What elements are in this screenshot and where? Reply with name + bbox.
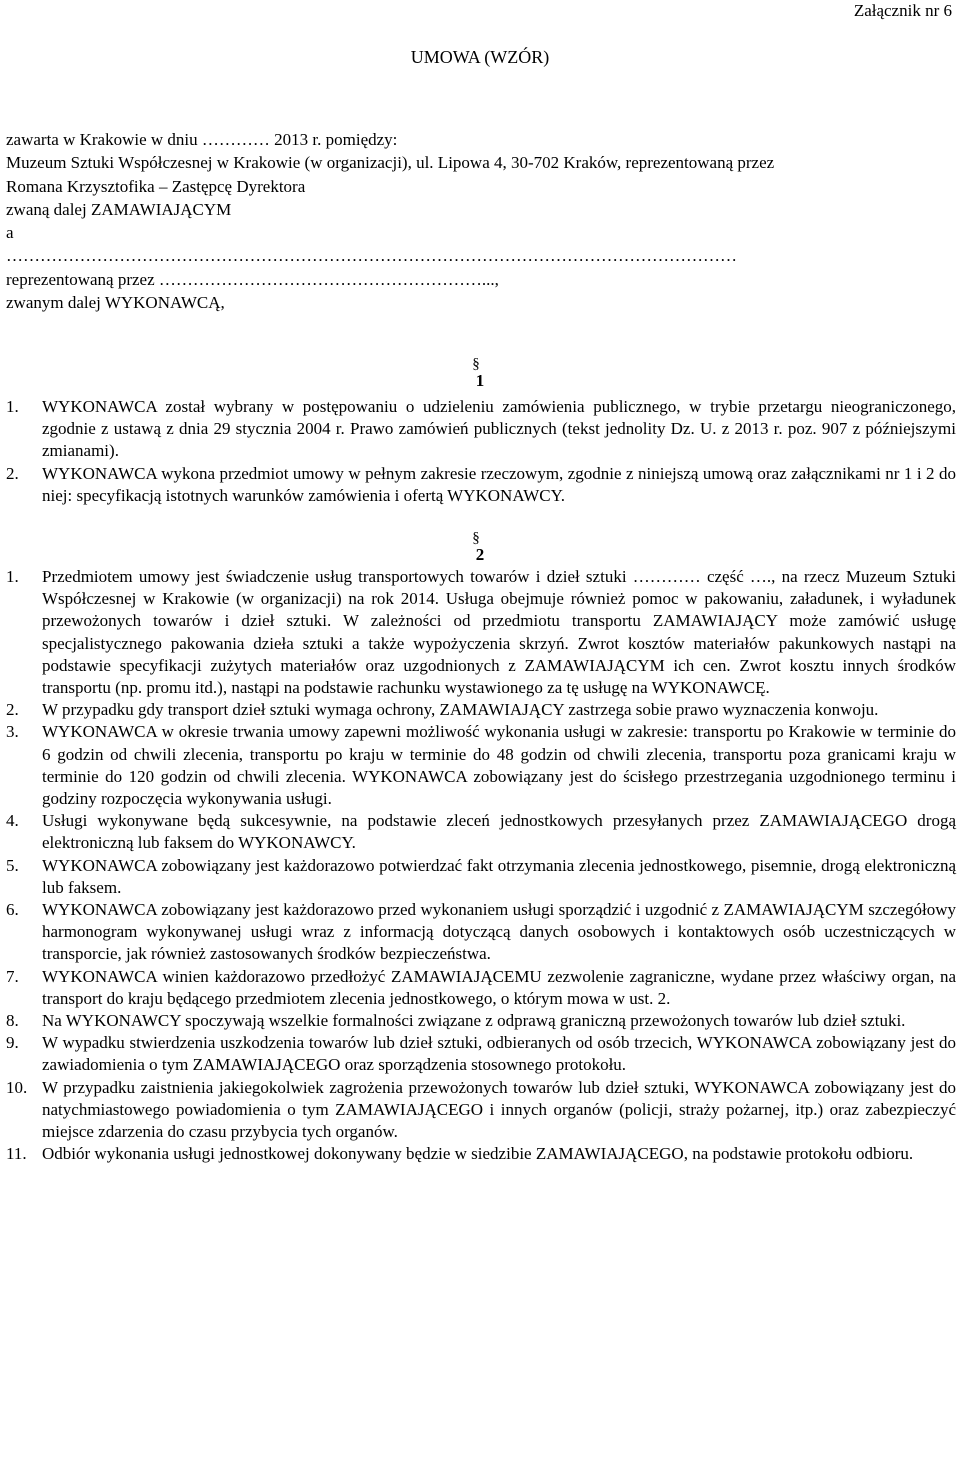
intro-line: reprezentowaną przez …………………………………………………..., — [6, 269, 499, 289]
intro-line: Romana Krzysztofika – Zastępcę Dyrektora — [6, 176, 306, 196]
clause-text: WYKONAWCA został wybrany w postępowaniu o udzieleniu zamówienia publicznego, w trybie przetargu nieograniczonego, zgodnie z ustawą z dnia 29 stycznia 2004 r. Prawo zamówień publicznych (tekst jednolity Dz. U. z 2013 r. poz. 907 z późniejszymi zmianami). — [42, 397, 956, 461]
clause-item — [6, 699, 956, 721]
document-title: UMOWA (WZÓR) — [410, 47, 550, 67]
clause-number: 5. — [6, 855, 19, 875]
intro-line: zwaną dalej ZAMAWIAJĄCYM — [6, 199, 232, 219]
clause-number: 4. — [6, 811, 19, 831]
section-heading-2 — [0, 532, 960, 566]
clause-item — [6, 463, 956, 507]
clause-text: WYKONAWCA w okresie trwania umowy zapewni możliwość wykonania usługi w zakresie: transportu po Krakowie w terminie do 6 godzin od chwili zlecenia, transportu po kraju w terminie do 48 godzin od chwili zlecenia, transportu poza granicami kraju w terminie do 120 godzin od chwili zlecenia. WYKONAWCA zobowiązany jest do ścisłego przestrzegania uzgodnionego terminu i godziny rozpoczęcia wykonywania usługi. — [42, 722, 956, 809]
clause-item — [6, 396, 956, 463]
clause-number: 9. — [6, 1033, 19, 1053]
section-symbol: § — [472, 530, 480, 546]
clause-text: WYKONAWCA winien każdorazowo przedłożyć ZAMAWIAJĄCEMU zezwolenie zagraniczne, wydane przez właściwy organ, na transport do kraju będącego przedmiotem zlecenia jednostkowego, o którym mowa w ust. 2. — [42, 966, 956, 1008]
intro-line: Muzeum Sztuki Współczesnej w Krakowie (w organizacji), ul. Lipowa 4, 30-702 Kraków, reprezentowaną przez — [6, 153, 775, 173]
section-number: 1 — [475, 371, 485, 390]
clause-item — [6, 1010, 956, 1032]
contract-intro — [6, 128, 956, 314]
clause-text: W wypadku stwierdzenia uszkodzenia towarów lub dzieł sztuki, odbieranych od osób trzecich, WYKONAWCA zobowiązany jest do zawiadomienia o tym ZAMAWIAJĄCEGO oraz sporządzenia stosownego protokołu. — [42, 1033, 956, 1075]
clause-text: Usługi wykonywane będą sukcesywnie, na podstawie zleceń jednostkowych przesyłanych przez ZAMAWIAJĄCEGO drogą elektroniczną lub faksem do WYKONAWCY. — [42, 811, 956, 853]
clause-item — [6, 966, 956, 1010]
intro-line: ………………………………………………………………………………………………………………… — [6, 246, 737, 266]
clause-item — [6, 1077, 956, 1144]
intro-line: zwanym dalej WYKONAWCĄ, — [6, 293, 225, 313]
annex-label: Załącznik nr 6 — [853, 1, 952, 20]
clause-item — [6, 899, 956, 966]
clause-item — [6, 810, 956, 854]
clause-item — [6, 855, 956, 899]
clause-text: W przypadku gdy transport dzieł sztuki wymaga ochrony, ZAMAWIAJĄCY zastrzega sobie prawo wyznaczenia konwoju. — [42, 700, 879, 720]
clause-text: W przypadku zaistnienia jakiegokolwiek zagrożenia przewożonych towarów lub dzieł sztuki, WYKONAWCA zobowiązany jest do natychmiastowego powiadomienia o tym ZAMAWIAJĄCEGO i innych organów (policji, straży pożarnej, itp.) oraz zabezpieczyć miejsce zdarzenia do czasu przybycia tych organów. — [42, 1077, 956, 1142]
clause-number: 7. — [6, 966, 19, 986]
clause-text: WYKONAWCA wykona przedmiot umowy w pełnym zakresie rzeczowym, zgodnie z niniejszą umową oraz załącznikami nr 1 i 2 do niej: specyfikacją istotnych warunków zamówienia i ofertą WYKONAWCY. — [42, 463, 956, 505]
clause-number: 6. — [6, 900, 19, 920]
clause-text: WYKONAWCA zobowiązany jest każdorazowo przed wykonaniem usługi sporządzić i uzgodnić z ZAMAWIAJĄCYM szczegółowy harmonogram wykonywanej usługi wraz z informacją dotyczącą danych osobowych i kontaktowych osób uczestniczących w transporcie, jak również zastosowanych środków bezpieczeństwa. — [42, 900, 956, 964]
intro-line: a — [6, 223, 14, 243]
section-2-list — [6, 566, 956, 1165]
clause-item — [6, 1032, 956, 1076]
clause-number: 2. — [6, 700, 19, 720]
section-number: 2 — [475, 545, 485, 564]
clause-number: 1. — [6, 567, 19, 586]
clause-number: 10. — [6, 1077, 28, 1097]
clause-item — [6, 566, 956, 699]
intro-line: zawarta w Krakowie w dniu ………… 2013 r. pomiędzy: — [6, 130, 398, 149]
section-symbol: § — [472, 356, 480, 372]
clause-number: 1. — [6, 397, 19, 416]
section-1-list — [6, 396, 956, 507]
section-heading-1 — [0, 358, 960, 392]
clause-item — [6, 1143, 956, 1165]
clause-number: 2. — [6, 463, 19, 483]
clause-text: WYKONAWCA zobowiązany jest każdorazowo potwierdzać fakt otrzymania zlecenia jednostkowego, pisemnie, drogą elektroniczną lub faksem. — [42, 855, 956, 897]
clause-number: 3. — [6, 722, 19, 742]
clause-text: Odbiór wykonania usługi jednostkowej dokonywany będzie w siedzibie ZAMAWIAJĄCEGO, na podstawie protokołu odbioru. — [42, 1144, 914, 1164]
clause-text: Przedmiotem umowy jest świadczenie usług transportowych towarów i dzieł sztuki ………… część …., na rzecz Muzeum Sztuki Współczesnej w Krakowie (w organizacji) na rok 2014. Usługa obejmuje również pomoc w pakowaniu, załadunek, i wyładunek przewożonych towarów i dzieł sztuki. W zależności od przedmiotu transportu ZAMAWIAJĄCY może zamówić usługę specjalistycznego pakowania dzieła sztuki a także wypożyczenia skrzyń. Zwrot kosztów materiałów pakunkowych nastąpi na podstawie specyfikacji zużytych materiałów oraz uzgodnionych z ZAMAWIAJĄCYM ich cen. Zwrot kosztu innych środków transportu (np. promu itd.), nastąpi na podstawie rachunku wystawionego za tę usługę na WYKONAWCĘ. — [42, 567, 956, 698]
clause-number: 11. — [6, 1144, 27, 1164]
clause-text: Na WYKONAWCY spoczywają wszelkie formalności związane z odprawą graniczną przewożonych towarów lub dzieł sztuki. — [42, 1011, 906, 1031]
clause-item — [6, 721, 956, 810]
clause-number: 8. — [6, 1011, 19, 1031]
